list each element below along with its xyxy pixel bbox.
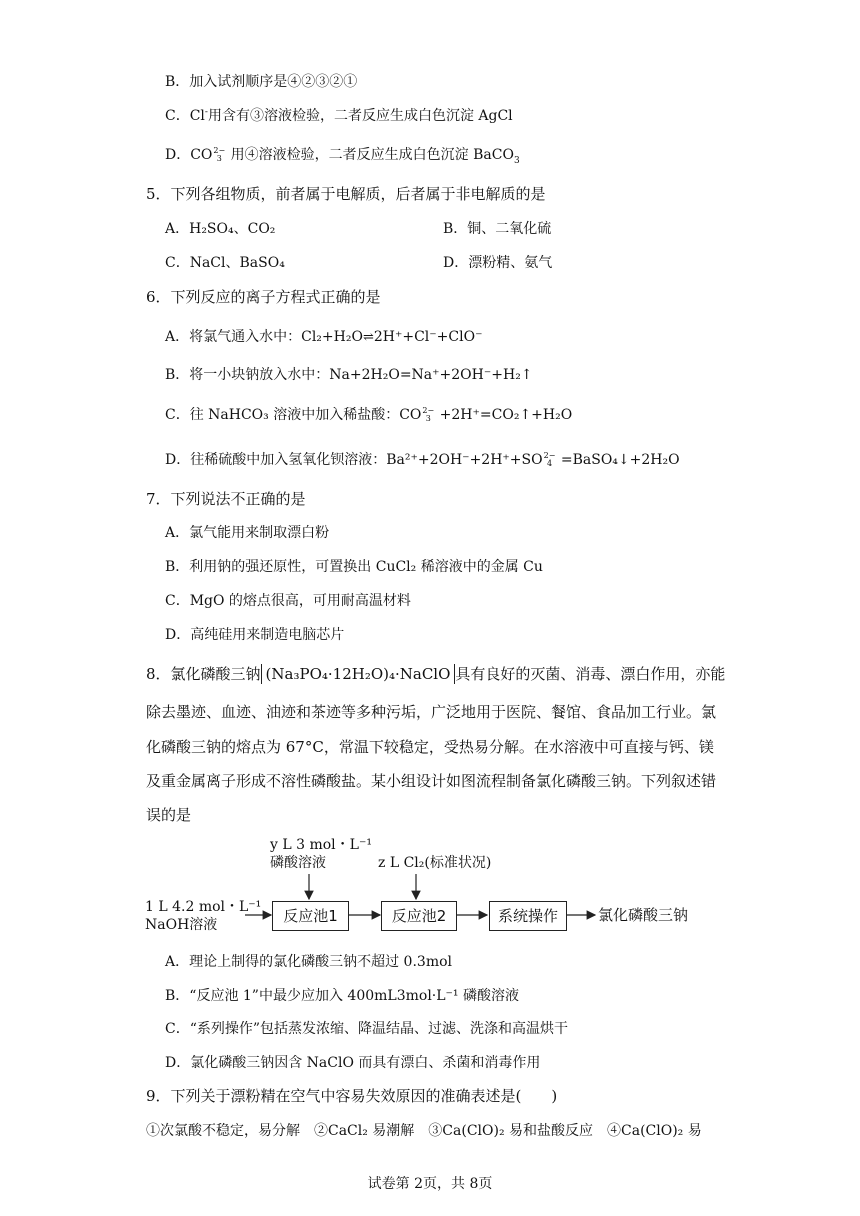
q4-option-c (165, 106, 513, 126)
q4-option-d (165, 145, 520, 165)
q8-option-b: B．“反应池 1”中最少应加入 400mL3mol·L⁻¹ 磷酸溶液 (165, 988, 519, 1004)
q6-option-d-ion: 2− 4 (543, 451, 556, 468)
reversible-arrow-icon: ⇌ (362, 330, 374, 345)
q7-option-c: C．MgO 的熔点很高，可用耐高温材料 (165, 593, 411, 609)
flow-input-phosphoric-label: 磷酸溶液 (270, 855, 326, 871)
q6-option-a: A．将氯气通入水中：Cl₂+H₂O⇌2H⁺+Cl⁻+ClO⁻ (165, 327, 482, 348)
q4-option-c-rest: 用含有③溶液检验，二者反应生成白色沉淀 AgCl (207, 108, 513, 124)
q5-option-a: A．H₂SO₄、CO₂ (165, 221, 276, 237)
flow-input-phosphoric-amount: y L 3 mol・L⁻¹ (270, 837, 372, 853)
q8-stem-line3: 化磷酸三钠的熔点为 67°C，常温下较稳定，受热易分解。在水溶液中可直接与钙、镁 (146, 738, 714, 756)
flow-output-product: 氯化磷酸三钠 (598, 906, 689, 924)
q4-option-d-ion: 2− 3 (213, 146, 226, 163)
q5-stem: 5．下列各组物质，前者属于电解质，后者属于非电解质的是 (146, 185, 546, 203)
q7-option-d: D．高纯硅用来制造电脑芯片 (165, 627, 345, 643)
q6-option-c-ion: 2− 3 (422, 406, 435, 423)
q6-option-c: C．往 NaHCO₃ 溶液中加入稀盐酸：CO 2− 3 +2H⁺=CO₂↑+H₂O (165, 406, 573, 423)
flow-box-system-operation: 系统操作 (489, 901, 567, 931)
q6-option-b: B．将一小块钠放入水中：Na+2H₂O=Na⁺+2OH⁻+H₂↑ (165, 367, 533, 383)
q8-option-d: D．氯化磷酸三钠因含 NaClO 而具有漂白、杀菌和消毒作用 (165, 1055, 541, 1071)
q8-option-a: A．理论上制得的氯化磷酸三钠不超过 0.3mol (165, 954, 453, 970)
q8-option-c: C．“系列操作”包括蒸发浓缩、降温结晶、过滤、洗涤和高温烘干 (165, 1021, 569, 1037)
flow-box-reactor-1: 反应池1 (272, 901, 349, 931)
q8-formula: (Na₃PO₄·12H₂O)₄·NaClO (261, 664, 456, 684)
flow-input-naoh-amount: 1 L 4.2 mol・L⁻¹ (145, 899, 262, 915)
q7-option-a: A．氯气能用来制取漂白粉 (165, 525, 330, 541)
q6-stem: 6．下列反应的离子方程式正确的是 (146, 288, 381, 306)
q5-option-c: C．NaCl、BaSO₄ (165, 255, 285, 271)
q4-option-b: B．加入试剂顺序是④②③②① (165, 74, 358, 90)
flow-box-reactor-2: 反应池2 (381, 901, 457, 931)
q9-stem: 9．下列关于漂粉精在空气中容易失效原因的准确表述是( ) (146, 1087, 558, 1105)
q8-stem-line5: 误的是 (146, 806, 192, 824)
q5-option-b: B．铜、二氧化硫 (443, 221, 552, 237)
q8-stem-line2: 除去墨迹、血迹、油迹和茶迹等多种污垢，广泛地用于医院、餐馆、食品加工行业。氯 (146, 703, 717, 721)
flow-input-naoh-label: NaOH溶液 (145, 917, 218, 933)
q4-option-d-rest: 用④溶液检验，二者反应生成白色沉淀 BaCO (226, 147, 514, 163)
q6-option-d: D．往稀硫酸中加入氢氧化钡溶液：Ba²⁺+2OH⁻+2H⁺+SO 2− 4 =BaSO₄↓+2H₂O (165, 451, 680, 468)
q7-stem: 7．下列说法不正确的是 (146, 490, 306, 508)
q7-option-b: B．利用钠的强还原性，可置换出 CuCl₂ 稀溶液中的金属 Cu (165, 559, 543, 575)
flow-input-chlorine: z L Cl₂(标准状况) (378, 855, 492, 871)
q4-option-d-text: D．CO (165, 147, 213, 163)
q4-option-c-sup: - (204, 107, 208, 118)
q8-stem-line1: 8．氯化磷酸三钠 (Na₃PO₄·12H₂O)₄·NaClO 具有良好的灭菌、消毒、漂白作用，亦能 (146, 665, 726, 683)
q4-option-d-sub: 3 (513, 155, 520, 166)
page-footer: 试卷第 2页，共 8页 (367, 1176, 493, 1192)
q9-stem-line2: ①次氯酸不稳定，易分解 ②CaCl₂ 易潮解 ③Ca(ClO)₂ 易和盐酸反应 ④Ca(ClO)₂ 易 (146, 1123, 702, 1139)
q5-option-d: D．漂粉精、氨气 (443, 255, 553, 271)
q8-stem-line4: 及重金属离子形成不溶性磷酸盐。某小组设计如图流程制备氯化磷酸三钠。下列叙述错 (146, 772, 717, 790)
q4-option-c-text: C．Cl (165, 108, 205, 124)
